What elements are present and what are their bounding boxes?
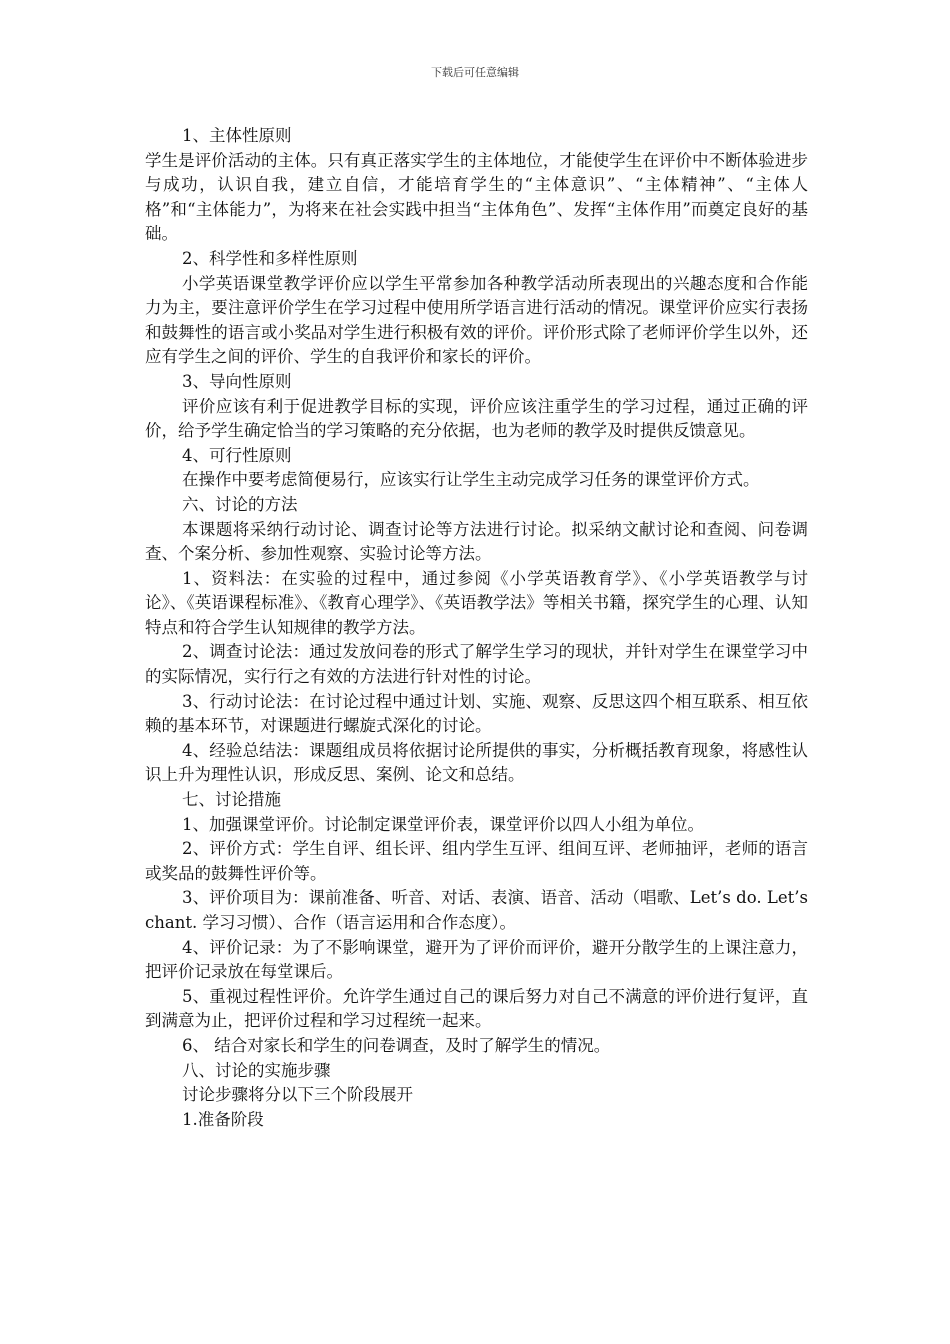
- paragraph: 本课题将采纳行动讨论、调查讨论等方法进行讨论。拟采纳文献讨论和查阅、问卷调查、个案分析、参加性观察、实验讨论等方法。: [145, 519, 808, 564]
- paragraph: 6、 结合对家长和学生的问卷调查，及时了解学生的情况。: [182, 1035, 611, 1055]
- paragraph: 4、评价记录：为了不影响课堂，避开为了评价而评价，避开分散学生的上课注意力，把评价记录放在每堂课后。: [145, 937, 808, 982]
- paragraph: 1、加强课堂评价。讨论制定课堂评价表，课堂评价以四人小组为单位。: [182, 814, 704, 834]
- paragraph: 在操作中要考虑简便易行，应该实行让学生主动完成学习任务的课堂评价方式。: [182, 470, 760, 490]
- paragraph: 2、评价方式：学生自评、组长评、组内学生互评、组间互评、老师抽评，老师的语言或奖品的鼓舞性评价等。: [145, 839, 808, 883]
- paragraph: 1、主体性原则: [182, 126, 292, 145]
- paragraph: 3、导向性原则: [182, 371, 292, 391]
- paragraph: 评价应该有利于促进教学目标的实现，评价应该注重学生的学习过程，通过正确的评价，给予学生确定恰当的学习策略的充分依据，也为老师的教学及时提供反馈意见。: [145, 396, 808, 441]
- paragraph: 2、科学性和多样性原则: [182, 248, 358, 268]
- paragraph: 5、重视过程性评价。允许学生通过自己的课后努力对自己不满意的评价进行复评，直到满意为止，把评价过程和学习过程统一起来。: [145, 986, 808, 1031]
- paragraph: 4、可行性原则: [182, 445, 292, 465]
- paragraph: 3、评价项目为：课前准备、听音、对话、表演、语音、活动（唱歌、Let’s do. Let’s chant. 学习习惯）、合作（语言运用和合作态度）。: [145, 888, 808, 932]
- paragraph: 4、经验总结法：课题组成员将依据讨论所提供的事实，分析概括教育现象，将感性认识上升为理性认识，形成反思、案例、论文和总结。: [145, 740, 808, 785]
- paragraph: 七、讨论措施: [182, 790, 281, 810]
- paragraph: 2、调查讨论法：通过发放问卷的形式了解学生学习的现状，并针对学生在课堂学习中的实际情况，实行行之有效的方法进行针对性的讨论。: [145, 642, 808, 687]
- paragraph: 小学英语课堂教学评价应以学生平常参加各种教学活动所表现出的兴趣态度和合作能力为主，要注意评价学生在学习过程中使用所学语言进行活动的情况。课堂评价应实行表扬和鼓舞性的语言或小奖品对学生进行积极有效的评价。评价形式除了老师评价学生以外，还应有学生之间的评价、学生的自我评价和家长的评价。: [145, 273, 808, 367]
- page-header: 下载后可任意编辑: [431, 66, 519, 79]
- paragraph: 1、资料法：在实验的过程中，通过参阅《小学英语教育学》、《小学英语教学与讨论》、《英语课程标准》、《教育心理学》、《英语教学法》等相关书籍，探究学生的心理、认知特点和符合学生认知规律的教学方法。: [145, 568, 808, 637]
- paragraph: 3、行动讨论法：在讨论过程中通过计划、实施、观察、反思这四个相互联系、相互依赖的基本环节，对课题进行螺旋式深化的讨论。: [145, 691, 808, 736]
- paragraph: 讨论步骤将分以下三个阶段展开: [182, 1085, 413, 1105]
- paragraph: 六、讨论的方法: [182, 494, 298, 514]
- paragraph: 八、讨论的实施步骤: [182, 1060, 331, 1080]
- paragraph: 1.准备阶段: [182, 1109, 264, 1129]
- paragraph: 学生是评价活动的主体。只有真正落实学生的主体地位，才能使学生在评价中不断体验进步与成功，认识自我，建立自信，才能培育学生的“主体意识”、“主体精神”、“主体人格”和“主体能力”，为将来在社会实践中担当“主体角色”、发挥“主体作用”而奠定良好的基础。: [145, 150, 808, 244]
- document-body: [145, 124, 808, 1132]
